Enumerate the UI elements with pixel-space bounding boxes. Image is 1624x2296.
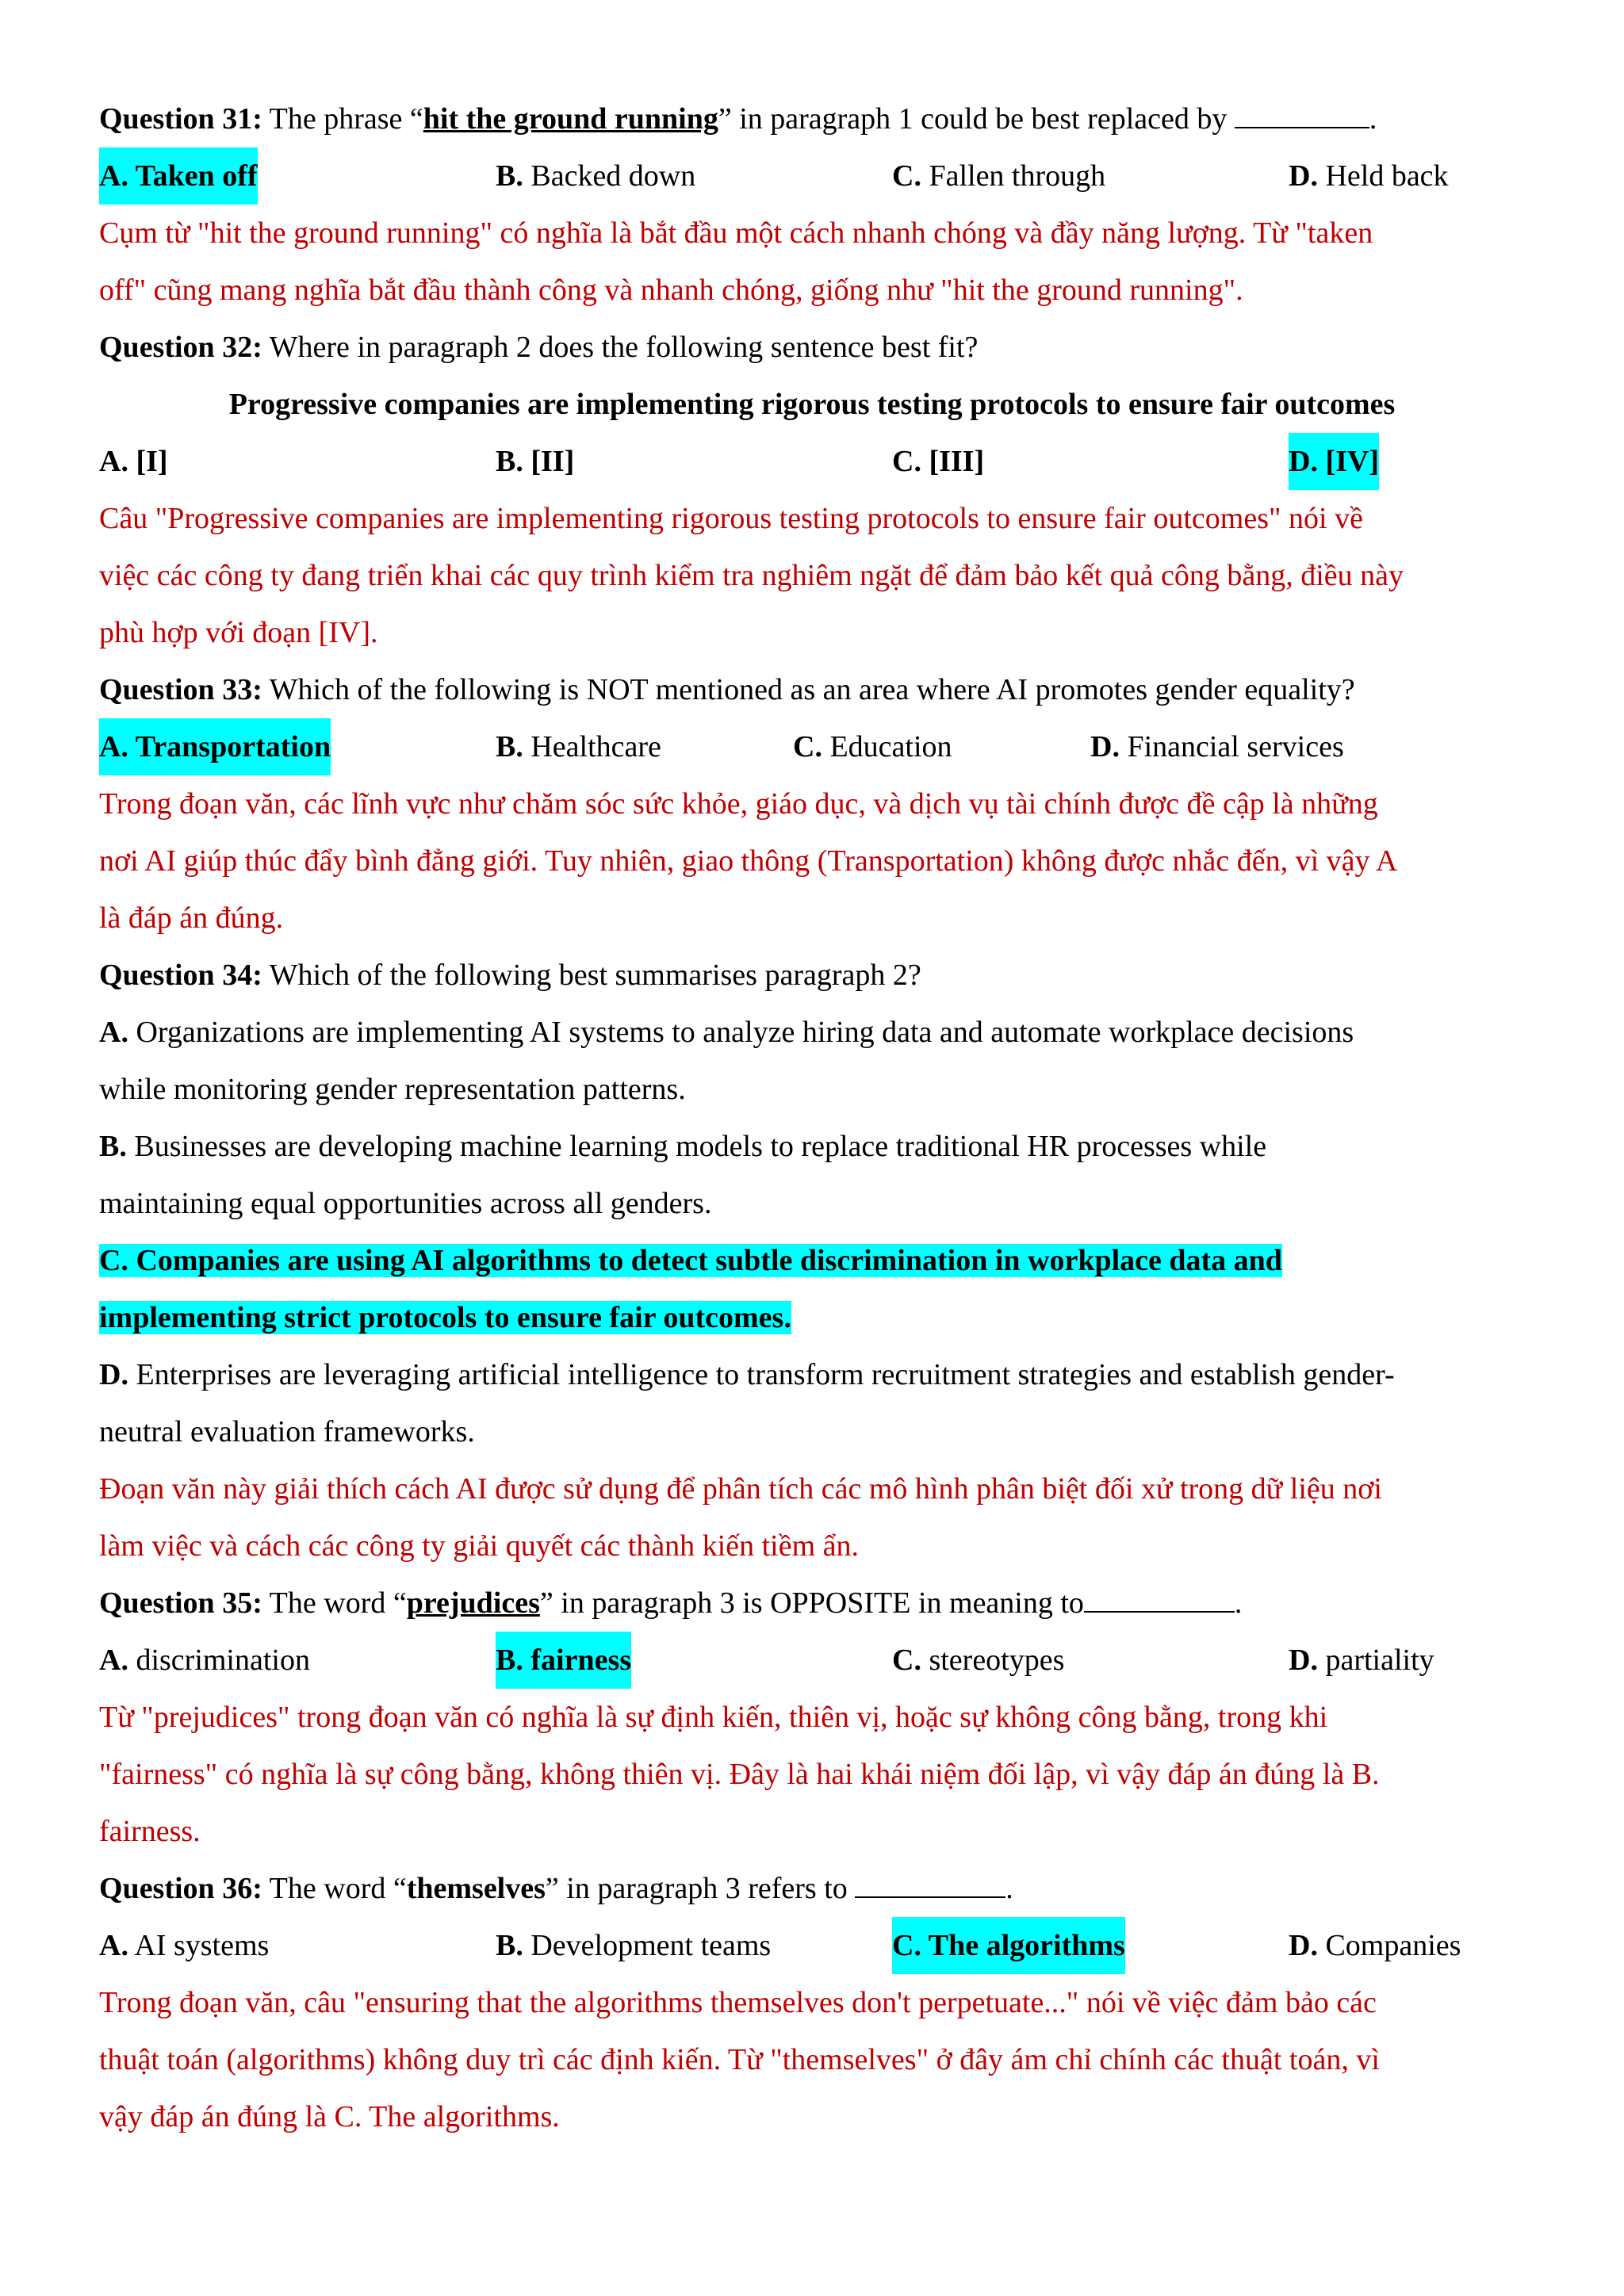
option-a-correct[interactable]: A. Taken off bbox=[99, 147, 258, 205]
explanation-line: Trong đoạn văn, các lĩnh vực như chăm sóc sức khỏe, giáo dục, và dịch vụ tài chính được đề cập là những bbox=[99, 787, 1378, 821]
option-c[interactable]: C. Education bbox=[793, 730, 952, 763]
option-d[interactable]: D. Held back bbox=[1289, 159, 1449, 193]
question-33-stem: Question 33: Which of the following is NOT mentioned as an area where AI promotes gender equality? bbox=[99, 673, 1355, 706]
explanation-line: là đáp án đúng. bbox=[99, 901, 284, 935]
question-36-options bbox=[99, 1917, 1545, 1974]
option-b[interactable]: B. Backed down bbox=[496, 159, 696, 193]
option-b[interactable]: B. Development teams bbox=[496, 1929, 772, 1962]
explanation-line: Trong đoạn văn, câu "ensuring that the algorithms themselves don't perpetuate..." nói về việc đảm bảo các bbox=[99, 1986, 1377, 2019]
option-c-correct[interactable]: C. Companies are using AI algorithms to detect subtle discrimination in workplace data and bbox=[99, 1244, 1282, 1277]
option-d[interactable]: D. Companies bbox=[1289, 1929, 1461, 1962]
option-b[interactable]: B. [II] bbox=[496, 445, 575, 478]
explanation-line: phù hợp với đoạn [IV]. bbox=[99, 616, 378, 649]
option-c[interactable]: C. stereotypes bbox=[892, 1644, 1065, 1677]
option-a-correct[interactable]: A. Transportation bbox=[99, 718, 331, 775]
option-a[interactable]: A. AI systems bbox=[99, 1929, 270, 1962]
option-a[interactable]: A. discrimination bbox=[99, 1644, 310, 1677]
question-35-stem: Question 35: The word “prejudices” in paragraph 3 is OPPOSITE in meaning to . bbox=[99, 1586, 1243, 1620]
option-a[interactable]: A. Organizations are implementing AI systems to analyze hiring data and automate workplace decisions bbox=[99, 1016, 1354, 1049]
option-b-correct[interactable]: B. fairness bbox=[496, 1632, 631, 1689]
option-b[interactable]: B. Healthcare bbox=[496, 730, 661, 763]
explanation-line: off" cũng mang nghĩa bắt đầu thành công và nhanh chóng, giống như "hit the ground running". bbox=[99, 274, 1243, 307]
question-label: Question 33: bbox=[99, 673, 262, 706]
option-b-continued[interactable]: maintaining equal opportunities across all genders. bbox=[99, 1187, 712, 1220]
option-d[interactable]: D. Enterprises are leveraging artificial intelligence to transform recruitment strategies and establish gender- bbox=[99, 1358, 1395, 1391]
explanation-line: việc các công ty đang triển khai các quy trình kiểm tra nghiêm ngặt để đảm bảo kết quả công bằng, điều này bbox=[99, 559, 1404, 592]
question-33-options bbox=[99, 718, 1545, 775]
answer-blank bbox=[1235, 103, 1369, 128]
explanation-line: Đoạn văn này giải thích cách AI được sử dụng để phân tích các mô hình phân biệt đối xử trong dữ liệu nơi bbox=[99, 1472, 1382, 1506]
option-c[interactable]: C. Fallen through bbox=[892, 159, 1106, 193]
question-31-stem: Question 31: The phrase “hit the ground running” in paragraph 1 could be best replaced by . bbox=[99, 102, 1377, 136]
option-a[interactable]: A. [I] bbox=[99, 445, 168, 478]
option-b[interactable]: B. Businesses are developing machine learning models to replace traditional HR processes while bbox=[99, 1130, 1267, 1163]
explanation-line: thuật toán (algorithms) không duy trì các định kiến. Từ "themselves" ở đây ám chỉ chính các thuật toán, vì bbox=[99, 2043, 1380, 2076]
option-d[interactable]: D. Financial services bbox=[1090, 730, 1344, 763]
answer-blank bbox=[1084, 1587, 1235, 1613]
question-34-stem: Question 34: Which of the following best summarises paragraph 2? bbox=[99, 959, 921, 992]
key-word: prejudices bbox=[406, 1586, 540, 1620]
question-32-options bbox=[99, 433, 1545, 490]
option-c[interactable]: C. [III] bbox=[892, 445, 985, 478]
explanation-line: vậy đáp án đúng là C. The algorithms. bbox=[99, 2100, 560, 2133]
question-35-options bbox=[99, 1632, 1545, 1689]
question-label: Question 32: bbox=[99, 331, 262, 364]
option-d-correct[interactable]: D. [IV] bbox=[1289, 433, 1379, 490]
question-31-options bbox=[99, 147, 1545, 205]
key-word: themselves bbox=[406, 1872, 546, 1905]
question-label: Question 31: bbox=[99, 102, 262, 136]
explanation-line: "fairness" có nghĩa là sự công bằng, không thiên vị. Đây là hai khái niệm đối lập, vì vậy đáp án đúng là B. bbox=[99, 1758, 1380, 1791]
key-phrase: hit the ground running bbox=[423, 102, 718, 136]
question-32-stem: Question 32: Where in paragraph 2 does the following sentence best fit? bbox=[99, 331, 979, 364]
question-label: Question 36: bbox=[99, 1872, 262, 1905]
question-36-stem: Question 36: The word “themselves” in paragraph 3 refers to . bbox=[99, 1872, 1013, 1905]
option-a-continued[interactable]: while monitoring gender representation patterns. bbox=[99, 1073, 686, 1106]
explanation-line: Từ "prejudices" trong đoạn văn có nghĩa là sự định kiến, thiên vị, hoặc sự không công bằng, trong khi bbox=[99, 1701, 1328, 1734]
option-c-correct[interactable]: C. The algorithms bbox=[892, 1917, 1125, 1974]
option-c-continued[interactable]: implementing strict protocols to ensure fair outcomes. bbox=[99, 1301, 791, 1334]
explanation-line: fairness. bbox=[99, 1815, 201, 1848]
option-d[interactable]: D. partiality bbox=[1289, 1644, 1434, 1677]
question-label: Question 34: bbox=[99, 959, 262, 992]
explanation-line: Cụm từ "hit the ground running" có nghĩa là bắt đầu một cách nhanh chóng và đầy năng lượng. Từ "taken bbox=[99, 216, 1373, 250]
explanation-line: làm việc và cách các công ty giải quyết các thành kiến tiềm ẩn. bbox=[99, 1529, 860, 1563]
option-d-continued[interactable]: neutral evaluation frameworks. bbox=[99, 1415, 475, 1448]
inserted-sentence: Progressive companies are implementing rigorous testing protocols to ensure fair outcomes bbox=[228, 388, 1396, 421]
answer-blank bbox=[855, 1873, 1005, 1898]
question-label: Question 35: bbox=[99, 1586, 262, 1620]
explanation-line: Câu "Progressive companies are implementing rigorous testing protocols to ensure fair outcomes" nói về bbox=[99, 502, 1363, 535]
explanation-line: nơi AI giúp thúc đẩy bình đẳng giới. Tuy nhiên, giao thông (Transportation) không được nhắc đến, vì vậy A bbox=[99, 844, 1398, 878]
